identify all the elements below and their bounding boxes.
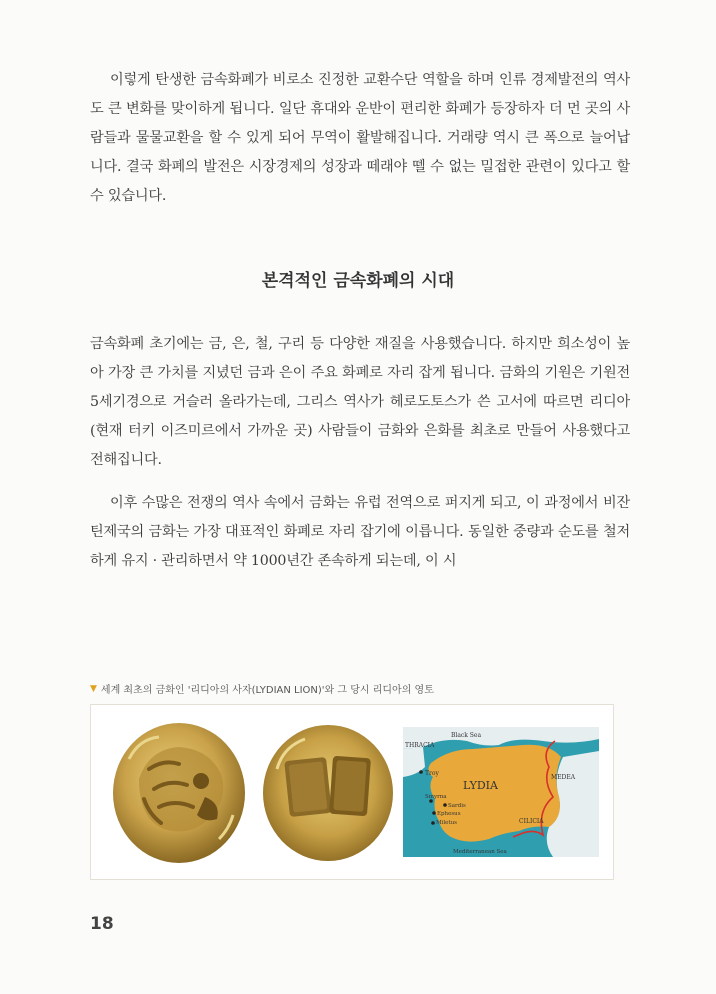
- intro-paragraph: 이렇게 탄생한 금속화폐가 비로소 진정한 교환수단 역할을 하며 인류 경제발전의 역사도 큰 변화를 맞이하게 됩니다. 일단 휴대와 운반이 편리한 화폐가 등장하자 더 먼 곳의 사람들과 물물교환을 할 수 있게 되어 무역이 활발해집니다. 거래량 역시 큰 폭으로 늘어납니다. 결국 화폐의 발전은 시장경제의 성장과 떼래야 뗄 수 없는 밀접한 관련이 있다고 할 수 있습니다.: [90, 72, 630, 204]
- lydia-territory-map: [403, 727, 599, 857]
- troy-label: Troy: [425, 770, 439, 777]
- ephesus-marker: [432, 811, 436, 815]
- media-label: MEDEA: [551, 774, 576, 781]
- caption-text: 세계 최초의 금화인 '리디아의 사자(LYDIAN LION)'와 그 당시 리디아의 영토: [100, 685, 434, 696]
- body-paragraph-1: 금속화폐 초기에는 금, 은, 철, 구리 등 다양한 재질을 사용했습니다. 하지만 희소성이 높아 가장 큰 가치를 지녔던 금과 은이 주요 화폐로 자리 잡게 됩니다. 금화의 기원은 기원전 5세기경으로 거슬러 올라가는데, 그리스 역사가 헤로도토스가 쓴 고서에 따르면 리디아(현재 터키 이즈미르에서 가까운 곳) 사람들이 금화와 은화를 최초로 만들어 사용했다고 전해집니다.: [90, 336, 630, 468]
- body-paragraph-2: 이후 수많은 전쟁의 역사 속에서 금화는 유럽 전역으로 퍼지게 되고, 이 과정에서 비잔틴제국의 금화는 가장 대표적인 화폐로 자리 잡기에 이릅니다. 동일한 중량과 순도를 철저하게 유지 · 관리하면서 약 1000년간 존속하게 되는데, 이 시: [90, 495, 630, 569]
- figure-caption: [90, 681, 434, 696]
- miletus-label: Miletus: [436, 820, 457, 826]
- smyrna-label: Smyrna: [425, 794, 447, 800]
- thracia-label: THRACIA: [405, 742, 435, 749]
- mediterranean-label: Mediterranean Sea: [453, 849, 507, 855]
- lydian-lion-coin-back: [259, 719, 397, 867]
- miletus-marker: [431, 821, 435, 825]
- ephesus-label: Ephesus: [437, 811, 461, 817]
- lydian-lion-coin-front: [109, 719, 249, 867]
- black-sea-label: Black Sea: [451, 732, 482, 739]
- cilicia-label: CILICIA: [519, 818, 544, 825]
- sardis-label: Sardis: [448, 803, 466, 809]
- section-heading: 본격적인 금속화폐의 시대: [261, 271, 455, 291]
- figure-panel: [90, 704, 614, 880]
- troy-marker: [419, 770, 423, 774]
- lydia-label: LYDIA: [463, 779, 498, 792]
- triangle-marker-icon: ▼: [90, 683, 97, 694]
- sardis-marker: [443, 803, 447, 807]
- page-number: 18: [90, 914, 114, 934]
